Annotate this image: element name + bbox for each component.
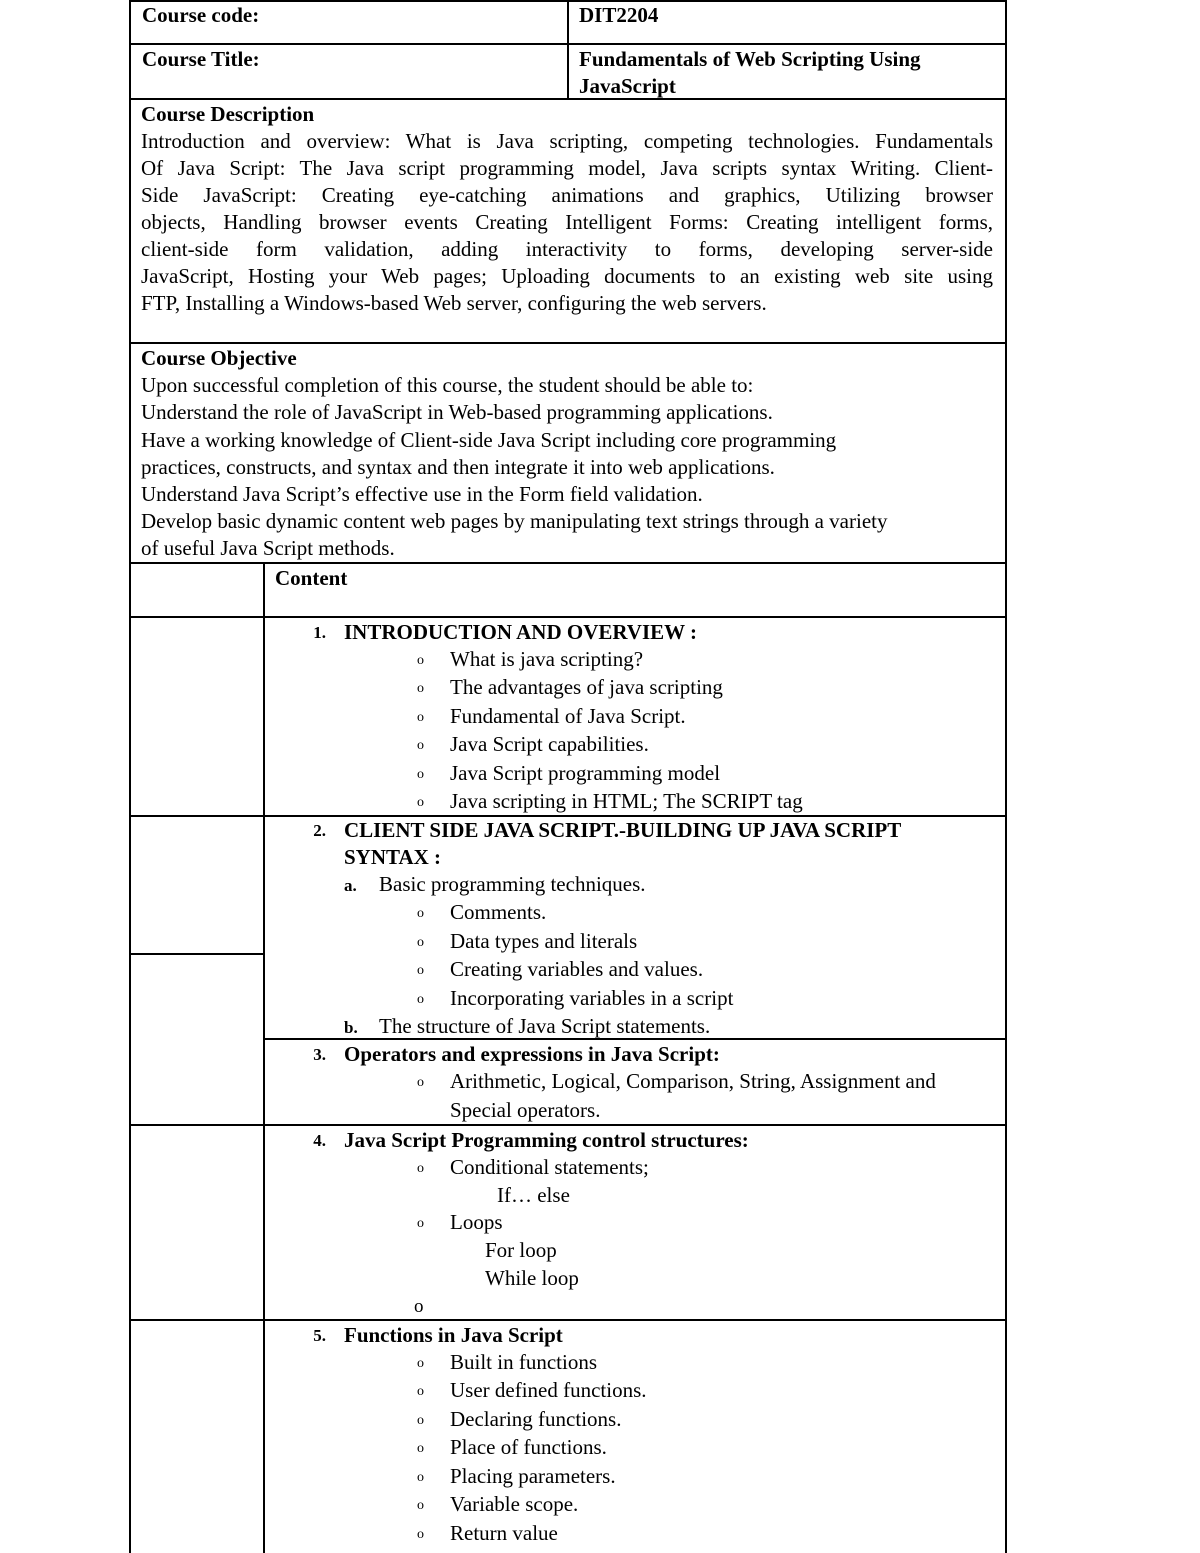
empty-bullet-icon: o (414, 1296, 424, 1317)
description-line: Side JavaScript: Creating eye-catching animations and graphics, Utilizing browser (141, 183, 993, 207)
bullet-icon: o (417, 906, 424, 921)
section-title: CLIENT SIDE JAVA SCRIPT.-BUILDING UP JAVA SCRIPT (344, 818, 902, 842)
bullet-icon: o (417, 795, 424, 810)
bullet-icon: o (417, 767, 424, 782)
bullet-icon: o (417, 1216, 424, 1231)
list-item: Java scripting in HTML; The SCRIPT tag (450, 789, 803, 813)
table-divider (129, 616, 1007, 618)
bullet-icon: o (417, 935, 424, 950)
description-line: objects, Handling browser events Creating Intelligent Forms: Creating intelligent forms, (141, 210, 993, 234)
list-item: Special operators. (450, 1098, 601, 1122)
bullet-icon: o (417, 681, 424, 696)
objective-line: Have a working knowledge of Client-side Java Script including core programming (141, 428, 837, 452)
objective-heading: Course Objective (141, 346, 297, 370)
objective-line: Upon successful completion of this course, the student should be able to: (141, 373, 754, 397)
objective-line: of useful Java Script methods. (141, 536, 395, 560)
sub-item: Basic programming techniques. (379, 872, 646, 896)
section-number: 2. (313, 821, 326, 840)
table-divider (129, 562, 1007, 564)
section-number: 3. (313, 1045, 326, 1064)
course-code-label: Course code: (142, 3, 260, 27)
list-item: Java Script capabilities. (450, 732, 649, 756)
table-column-divider (567, 0, 569, 99)
list-item: Loops (450, 1210, 503, 1234)
list-item: What is java scripting? (450, 647, 644, 671)
table-divider (129, 953, 263, 955)
list-item: Declaring functions. (450, 1407, 622, 1431)
sub-item: The structure of Java Script statements. (379, 1014, 711, 1038)
bullet-icon: o (417, 738, 424, 753)
table-divider (129, 1124, 1007, 1126)
list-item: Variable scope. (450, 1492, 579, 1516)
description-line: Introduction and overview: What is Java scripting, competing technologies. Fundamentals (141, 129, 993, 153)
bullet-icon: o (417, 1441, 424, 1456)
bullet-icon: o (417, 963, 424, 978)
list-item: User defined functions. (450, 1378, 647, 1402)
list-item: Java Script programming model (450, 761, 721, 785)
bullet-icon: o (417, 1161, 424, 1176)
section-number: 4. (313, 1131, 326, 1150)
section-number: 5. (313, 1326, 326, 1345)
table-divider (129, 1319, 1007, 1321)
content-heading: Content (275, 566, 348, 590)
description-line: client-side form validation, adding interactivity to forms, developing server-side (141, 237, 993, 261)
objective-line: Understand the role of JavaScript in Web-based programming applications. (141, 400, 773, 424)
section-title: Functions in Java Script (344, 1323, 563, 1347)
bullet-icon: o (417, 710, 424, 725)
bullet-icon: o (417, 1413, 424, 1428)
list-sub-item: For loop (485, 1238, 557, 1262)
bullet-icon: o (417, 1527, 424, 1542)
section-number: 1. (313, 623, 326, 642)
objective-line: Develop basic dynamic content web pages by manipulating text strings through a variety (141, 509, 888, 533)
bullet-icon: o (417, 992, 424, 1007)
list-item: Incorporating variables in a script (450, 986, 734, 1010)
description-heading: Course Description (141, 102, 315, 126)
list-item: Placing parameters. (450, 1464, 616, 1488)
section-title: Java Script Programming control structures: (344, 1128, 749, 1152)
bullet-icon: o (417, 1356, 424, 1371)
list-sub-item: While loop (485, 1266, 579, 1290)
bullet-icon: o (417, 1470, 424, 1485)
description-line: FTP, Installing a Windows-based Web server, configuring the web servers. (141, 291, 767, 315)
table-border-left (129, 0, 131, 1553)
list-sub-item: If… else (497, 1183, 570, 1207)
list-item: Built in functions (450, 1350, 597, 1374)
sub-letter: a. (344, 876, 357, 895)
table-divider (129, 342, 1007, 344)
list-item: The advantages of java scripting (450, 675, 723, 699)
section-title: SYNTAX : (344, 845, 442, 869)
bullet-icon: o (417, 1075, 424, 1090)
list-item: Comments. (450, 900, 547, 924)
bullet-icon: o (417, 1384, 424, 1399)
course-title-value: Fundamentals of Web Scripting Using (579, 47, 921, 71)
list-item: Arithmetic, Logical, Comparison, String, Assignment and (450, 1069, 936, 1093)
list-item: Data types and literals (450, 929, 638, 953)
description-line: Of Java Script: The Java script programming model, Java scripts syntax Writing. Client- (141, 156, 993, 180)
list-item: Conditional statements; (450, 1155, 649, 1179)
objective-line: Understand Java Script’s effective use in the Form field validation. (141, 482, 703, 506)
list-item: Return value (450, 1521, 558, 1545)
bullet-icon: o (417, 1498, 424, 1513)
table-column-divider (263, 562, 265, 1553)
table-border-right (1005, 0, 1007, 1553)
list-item: Creating variables and values. (450, 957, 704, 981)
section-title: INTRODUCTION AND OVERVIEW : (344, 620, 698, 644)
section-title: Operators and expressions in Java Script: (344, 1042, 720, 1066)
list-item: Place of functions. (450, 1435, 607, 1459)
course-title-value: JavaScript (579, 74, 676, 98)
description-line: JavaScript, Hosting your Web pages; Uploading documents to an existing web site using (141, 264, 993, 288)
course-code-value: DIT2204 (579, 3, 659, 27)
bullet-icon: o (417, 653, 424, 668)
course-title-label: Course Title: (142, 47, 260, 71)
objective-line: practices, constructs, and syntax and then integrate it into web applications. (141, 455, 775, 479)
list-item: Fundamental of Java Script. (450, 704, 686, 728)
sub-letter: b. (344, 1018, 358, 1037)
